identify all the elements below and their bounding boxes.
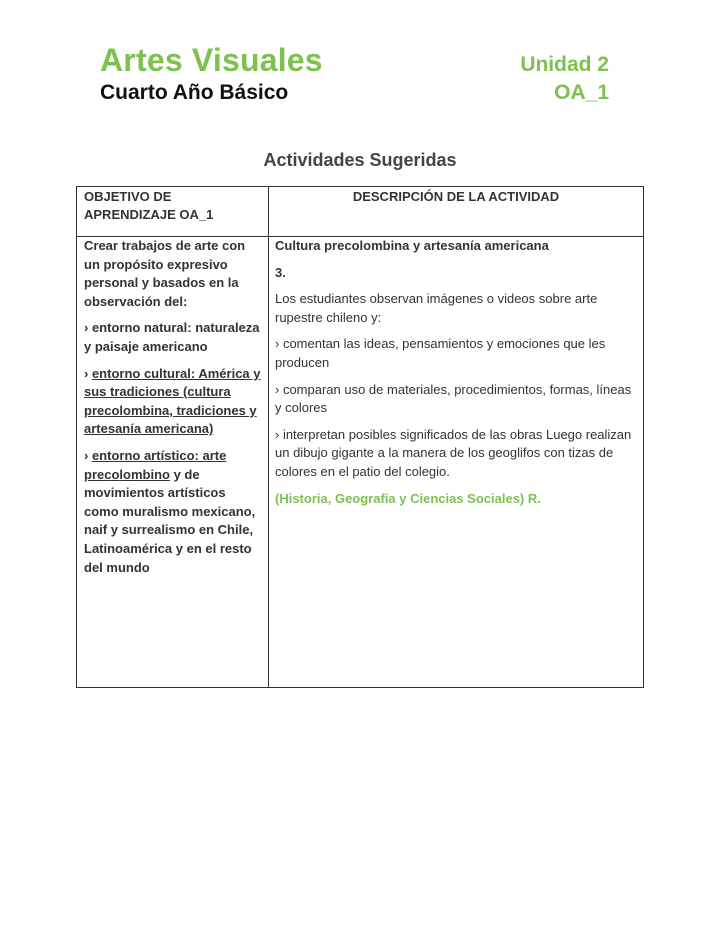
activity-number: 3. xyxy=(275,264,286,280)
table-row xyxy=(77,237,644,688)
document-subtitle: Cuarto Año Básico xyxy=(100,81,289,104)
activity-intro: Los estudiantes observan imágenes o videos sobre arte rupestre chileno y: xyxy=(275,291,598,325)
bullet-prefix: › xyxy=(84,365,92,381)
objective-item-natural: › entorno natural: naturaleza y paisaje americano xyxy=(84,320,260,354)
activities-table xyxy=(76,186,644,688)
section-title: Actividades Sugeridas xyxy=(263,150,457,170)
artistic-rest-text: y de movimientos artísticos como muralismo mexicano, naif y surrealismo en Chile, Latinoamérica y en el resto del mundo xyxy=(84,466,256,575)
unit-label: Unidad 2 xyxy=(520,53,609,76)
header-objective: OBJETIVO DE APRENDIZAJE OA_1 xyxy=(77,187,269,237)
objective-item-artistic xyxy=(84,447,261,577)
oa-label: OA_1 xyxy=(554,81,609,104)
artistic-underlined-text: entorno artístico: arte precolombino xyxy=(84,447,227,482)
activity-title: Cultura precolombina y artesanía americana xyxy=(275,238,549,253)
objective-cell xyxy=(77,237,269,688)
activity-bullet-3: › interpretan posibles significados de las obras Luego realizan un dibujo gigante a la manera de los geoglifos con tizas de colores en el patio del colegio. xyxy=(275,426,632,479)
description-cell xyxy=(269,237,644,688)
activity-bullet-2: › comparan uso de materiales, procedimientos, formas, líneas y colores xyxy=(275,381,632,416)
activity-bullet-1: › comentan las ideas, pensamientos y emociones que les producen xyxy=(275,336,606,370)
document-title: Artes Visuales xyxy=(100,42,323,78)
bullet-prefix: › xyxy=(84,447,92,463)
objective-item-cultural xyxy=(84,365,261,439)
objective-intro: Crear trabajos de arte con un propósito expresivo personal y basados en la observación del: xyxy=(84,238,246,309)
cultural-underlined-text: entorno cultural: América y sus tradiciones (cultura precolombina, tradiciones y artesanía americana) xyxy=(84,365,261,437)
cross-curricular-link: (Historia, Geografía y Ciencias Sociales) R. xyxy=(275,490,541,506)
header-description: DESCRIPCIÓN DE LA ACTIVIDAD xyxy=(269,187,644,237)
table-header-row xyxy=(77,187,644,237)
